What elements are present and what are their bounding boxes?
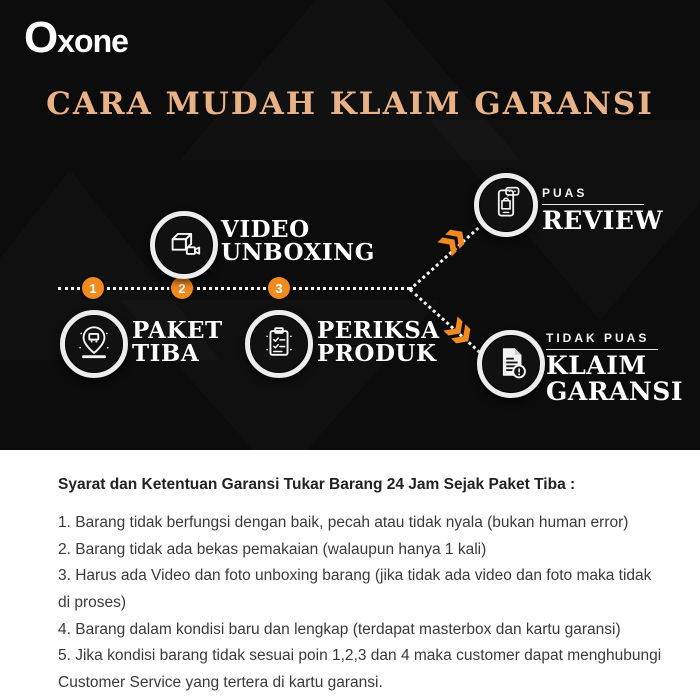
review-node — [474, 173, 538, 237]
clipboard-checklist-icon — [260, 323, 298, 366]
terms-section — [0, 450, 700, 700]
terms-item-4: 4. Barang dalam kondisi baru dan lengkap (terdapat masterbox dan kartu garansi) — [58, 620, 621, 638]
paket-tiba-node — [60, 310, 128, 378]
warranty-document-icon — [492, 343, 530, 386]
oxone-logo-o: O — [24, 13, 58, 62]
klaim-garansi-node — [477, 330, 545, 398]
step-badge-1: 1 — [82, 277, 104, 299]
video-unboxing-node — [150, 211, 218, 279]
phone-review-icon — [488, 185, 524, 226]
oxone-logo-text: xone — [57, 23, 128, 59]
terms-item-5: 5. Jika kondisi barang tidak sesuai poin 1,2,3 dan 4 maka customer dapat menghubungi Customer Service yang tertera di kartu garansi. — [58, 647, 662, 691]
oxone-logo — [24, 13, 128, 62]
unboxing-video-camera-icon — [165, 224, 203, 267]
page-title: CARA MUDAH KLAIM GARANSI — [46, 86, 654, 122]
terms-heading: Syarat dan Ketentuan Garansi Tukar Barang 24 Jam Sejak Paket Tiba : — [58, 476, 576, 493]
klaim-garansi-outcome — [546, 331, 683, 405]
divider-line — [542, 204, 644, 205]
terms-item-2: 2. Barang tidak ada bekas pemakaian (walaupun hanya 1 kali) — [58, 540, 487, 558]
video-unboxing-label: VIDEO UNBOXING — [221, 216, 375, 267]
periksa-produk-label: PERIKSA PRODUK — [317, 317, 440, 368]
klaim-label-line2: GARANSI — [546, 377, 684, 406]
tidak-puas-tag: TIDAK PUAS — [546, 331, 650, 345]
paket-tiba-label: PAKET TIBA — [132, 317, 223, 368]
terms-item-3: 3. Harus ada Video dan foto unboxing barang (jika tidak ada video dan foto maka tidak di proses) — [58, 567, 652, 611]
klaim-label-line1: KLAIM — [546, 351, 647, 380]
divider-line — [546, 349, 658, 350]
location-pin-truck-icon — [75, 323, 113, 366]
dotted-line-horizontal — [58, 287, 410, 290]
step-badge-3: 3 — [268, 277, 290, 299]
review-label: REVIEW — [542, 206, 664, 235]
periksa-produk-node — [245, 310, 313, 378]
review-outcome — [542, 186, 663, 234]
terms-item-1: 1. Barang tidak berfungsi dengan baik, pecah atau tidak nyala (bukan human error) — [58, 514, 629, 531]
puas-tag: PUAS — [542, 186, 588, 200]
step-badge-2: 2 — [171, 277, 193, 299]
